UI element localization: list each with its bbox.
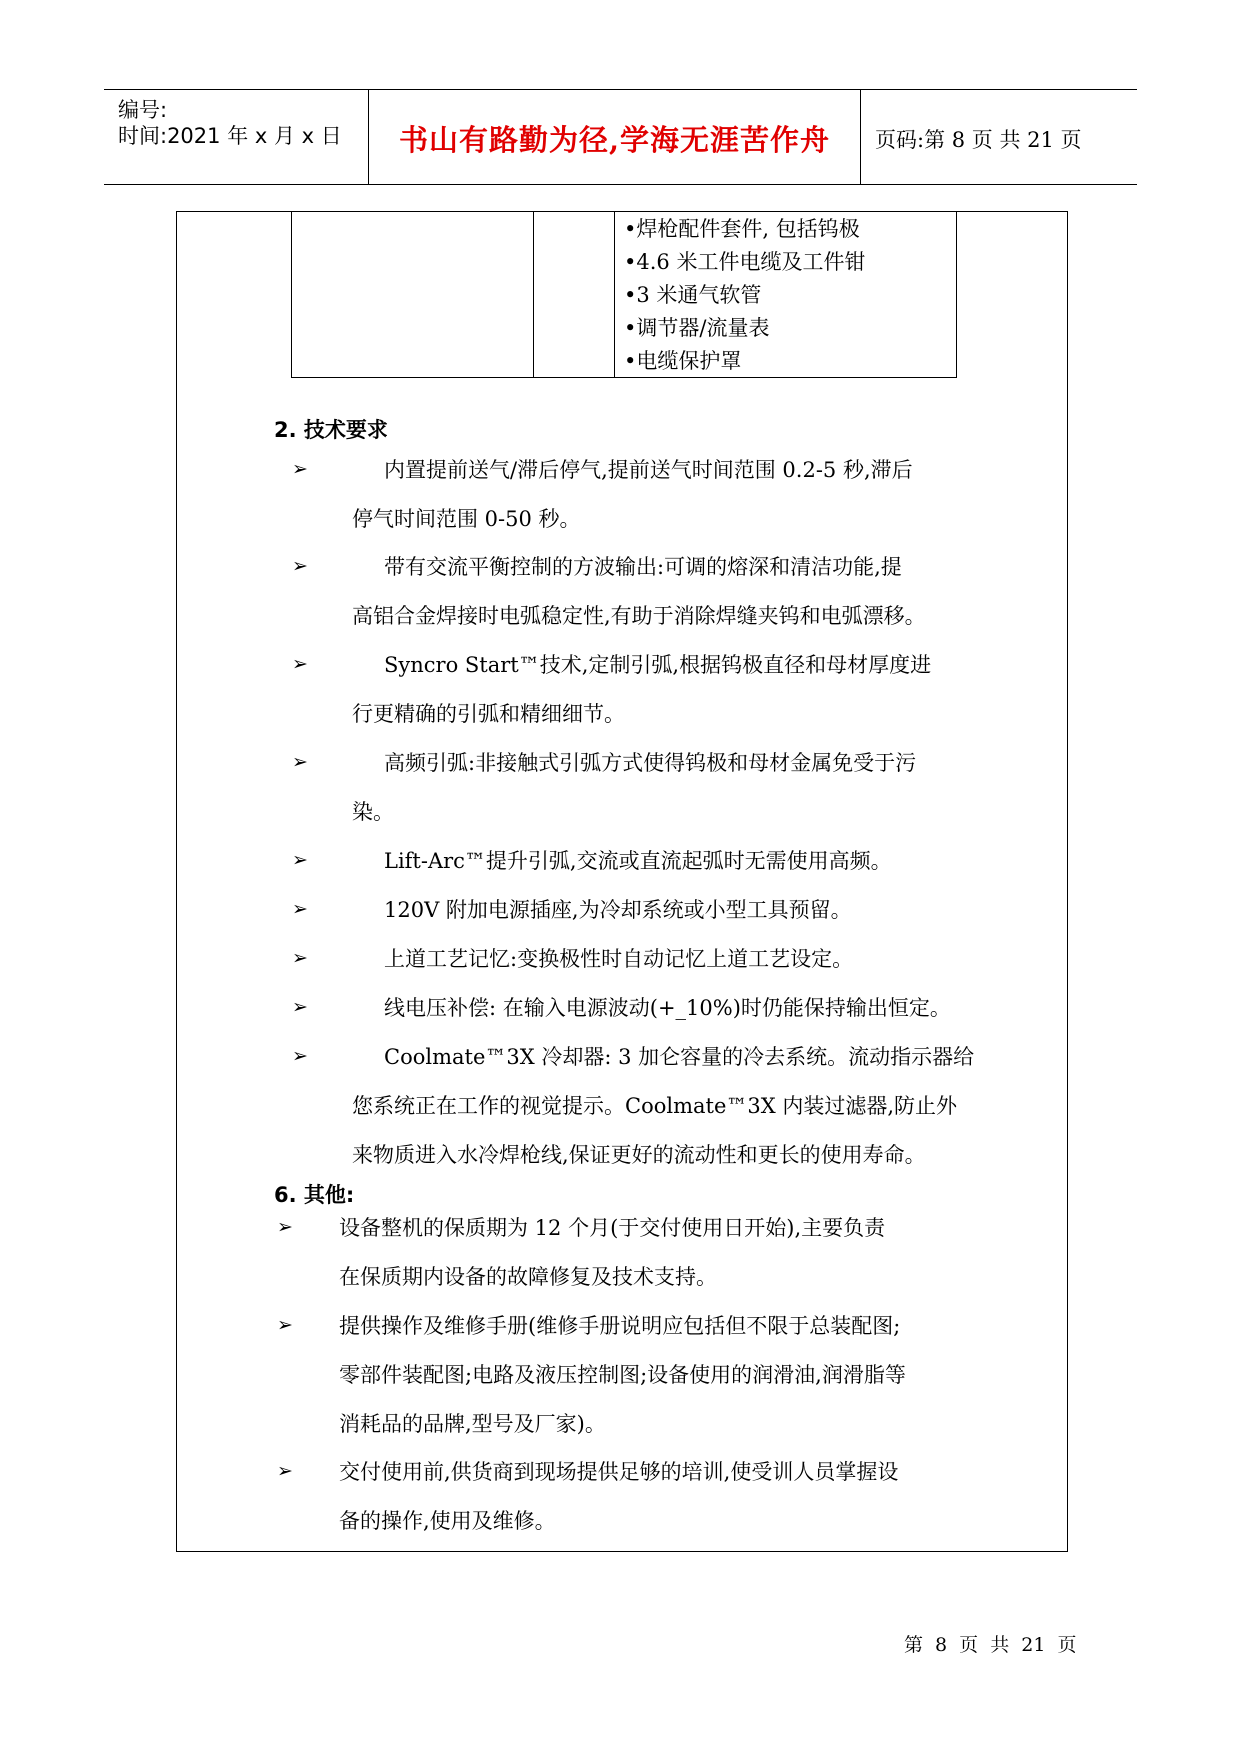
- arrow-bullet-icon: ➢: [277, 1314, 293, 1336]
- header-page-cell: [861, 90, 1137, 184]
- page-number-label: 页码:第 8 页 共 21 页: [875, 128, 1082, 152]
- list-item-line: 带有交流平衡控制的方波输出:可调的熔深和清洁功能,提: [384, 555, 902, 579]
- arrow-bullet-icon: ➢: [277, 1460, 293, 1482]
- list-item-line: Lift-Arc™提升引弧,交流或直流起弧时无需使用高频。: [384, 849, 892, 873]
- list-item-line: Coolmate™3X 冷却器: 3 加仑容量的冷去系统。流动指示器给: [384, 1045, 975, 1069]
- arrow-bullet-icon: ➢: [292, 458, 308, 480]
- list-item-text: [339, 1448, 898, 1546]
- table-divider: [533, 211, 534, 377]
- header-motto-cell: [369, 90, 861, 184]
- list-item-text: [352, 446, 913, 544]
- list-item-text: [352, 739, 916, 837]
- list-item-line: 备的操作,使用及维修。: [339, 1509, 556, 1533]
- list-item-text: [352, 1033, 974, 1180]
- list-item-line: 停气时间范围 0-50 秒。: [352, 507, 581, 531]
- motto: 书山有路勤为径,学海无涯苦作舟: [398, 123, 831, 157]
- other-heading: 6. 其他:: [274, 1183, 355, 1207]
- list-item-line: 设备整机的保质期为 12 个月(于交付使用日开始),主要负责: [339, 1216, 886, 1240]
- arrow-bullet-icon: ➢: [292, 849, 308, 871]
- page-header: [104, 89, 1137, 185]
- arrow-bullet-icon: ➢: [277, 1216, 293, 1238]
- arrow-bullet-icon: ➢: [292, 653, 308, 675]
- list-item-line: 染。: [352, 800, 394, 824]
- table-divider: [614, 211, 615, 377]
- list-item-line: 来物质进入水冷焊枪线,保证更好的流动性和更长的使用寿命。: [352, 1143, 926, 1167]
- list-item-text: [352, 984, 951, 1033]
- list-item-line: 消耗品的品牌,型号及厂家)。: [339, 1412, 606, 1436]
- arrow-bullet-icon: ➢: [292, 898, 308, 920]
- accessory-list: [624, 213, 865, 378]
- tech-requirements-heading: 2. 技术要求: [274, 418, 388, 442]
- list-item: •4.6 米工件电缆及工件钳: [624, 249, 866, 274]
- list-item-text: [352, 543, 926, 641]
- list-item-line: 在保质期内设备的故障修复及技术支持。: [339, 1265, 717, 1289]
- header-info-cell: [104, 90, 369, 184]
- list-item-line: 线电压补偿: 在输入电源波动(+_10%)时仍能保持输出恒定。: [384, 996, 951, 1020]
- list-item-line: Syncro Start™技术,定制引弧,根据钨极直径和母材厚度进: [384, 653, 932, 677]
- arrow-bullet-icon: ➢: [292, 555, 308, 577]
- list-item-line: 提供操作及维修手册(维修手册说明应包括但不限于总装配图;: [339, 1314, 901, 1338]
- list-item-line: 高频引弧:非接触式引弧方式使得钨极和母材金属免受于污: [384, 751, 917, 775]
- arrow-bullet-icon: ➢: [292, 751, 308, 773]
- list-item: •焊枪配件套件, 包括钨极: [624, 216, 860, 241]
- list-item-text: [352, 935, 853, 984]
- document-time-label: 时间:2021 年 x 月 x 日: [118, 124, 342, 148]
- page-footer: 第 8 页 共 21 页: [904, 1634, 1077, 1656]
- list-item-line: 行更精确的引弧和精细细节。: [352, 702, 625, 726]
- list-item-line: 零部件装配图;电路及液压控制图;设备使用的润滑油,润滑脂等: [339, 1363, 906, 1387]
- list-item-line: 交付使用前,供货商到现场提供足够的培训,使受训人员掌握设: [339, 1460, 899, 1484]
- list-item-text: [352, 837, 892, 886]
- list-item-text: [339, 1204, 885, 1302]
- list-item-line: 内置提前送气/滞后停气,提前送气时间范围 0.2-5 秒,滞后: [384, 458, 913, 482]
- arrow-bullet-icon: ➢: [292, 996, 308, 1018]
- list-item-line: 您系统正在工作的视觉提示。Coolmate™3X 内装过滤器,防止外: [352, 1094, 958, 1118]
- list-item: •调节器/流量表: [624, 315, 770, 340]
- arrow-bullet-icon: ➢: [292, 1045, 308, 1067]
- list-item: •电缆保护罩: [624, 348, 742, 373]
- list-item-text: [339, 1302, 906, 1449]
- list-item-line: 上道工艺记忆:变换极性时自动记忆上道工艺设定。: [384, 947, 854, 971]
- list-item: •3 米通气软管: [624, 282, 762, 307]
- arrow-bullet-icon: ➢: [292, 947, 308, 969]
- list-item-text: [352, 886, 852, 935]
- list-item-line: 120V 附加电源插座,为冷却系统或小型工具预留。: [384, 898, 852, 922]
- list-item-text: [352, 641, 931, 739]
- accessory-table: [291, 211, 957, 378]
- document-number-label: 编号:: [118, 98, 168, 122]
- list-item-line: 高铝合金焊接时电弧稳定性,有助于消除焊缝夹钨和电弧漂移。: [352, 604, 926, 628]
- content-frame: [176, 211, 1068, 1552]
